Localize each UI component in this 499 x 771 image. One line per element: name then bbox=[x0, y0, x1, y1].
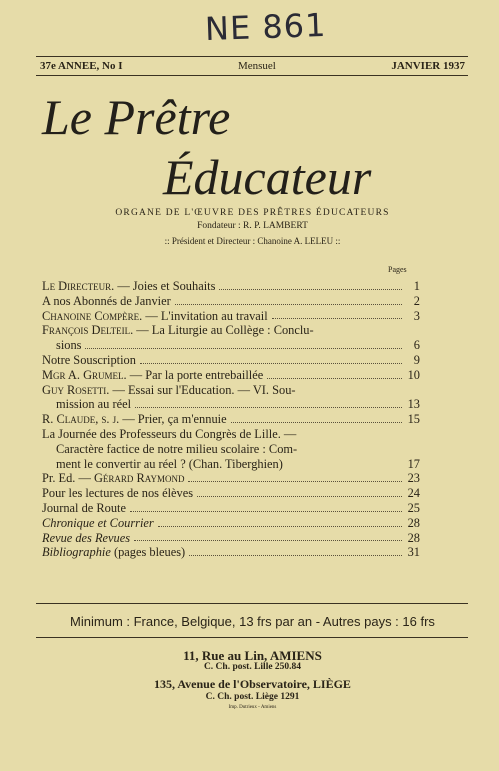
toc-entry: Mgr A. Grumel. — Par la porte entrebaillée 10 bbox=[42, 367, 420, 382]
divider-rule bbox=[36, 637, 468, 638]
toc-entry-continued: sions 6 bbox=[56, 338, 420, 353]
toc-entry: Chronique et Courrier 28 bbox=[42, 515, 420, 530]
organe-line: ORGANE DE L'ŒUVRE DES PRÊTRES ÉDUCATEURS bbox=[115, 208, 390, 218]
toc-entry: Notre Souscription 9 bbox=[42, 352, 420, 367]
journal-title-line1: Le Prêtre bbox=[42, 89, 231, 145]
printer-credit: Imp. Dutrieux - Amiens bbox=[228, 705, 277, 710]
toc-entry: Le Directeur. — Joies et Souhaits 1 bbox=[42, 279, 420, 293]
toc-entry: R. Claude, s. j. — Prier, ça m'ennuie 15 bbox=[42, 412, 420, 427]
toc-entry: Revue des Revues 28 bbox=[42, 530, 420, 545]
postal-account-lille: C. Ch. post. Lille 250.84 bbox=[203, 662, 302, 672]
journal-title-line2: Éducateur bbox=[163, 149, 372, 205]
frequency: Mensuel bbox=[237, 60, 276, 72]
director-line: :: Président et Directeur : Chanoine A. LELEU :: bbox=[164, 236, 341, 246]
issue-date: JANVIER 1937 bbox=[391, 60, 465, 72]
toc-entry-continued: Caractère factice de notre milieu scolaire : Com- bbox=[56, 441, 298, 456]
postal-account-liege: C. Ch. post. Liège 1291 bbox=[205, 692, 300, 702]
toc-entry: Pr. Ed. — Gérard Raymond 23 bbox=[42, 471, 420, 486]
pages-header: Pages bbox=[388, 265, 407, 274]
top-rule bbox=[36, 56, 468, 57]
toc-entry: La Journée des Professeurs du Congrès de Lille. — bbox=[42, 426, 297, 441]
toc-entry-continued: mission au réel 13 bbox=[56, 397, 420, 412]
masthead-rule bbox=[36, 75, 468, 76]
toc-entry: Bibliographie (pages bleues) 31 bbox=[42, 545, 420, 560]
toc-entry: Pour les lectures de nos élèves 24 bbox=[42, 486, 420, 501]
toc-entry: Chanoine Compère. — L'invitation au travail 3 bbox=[42, 308, 420, 323]
divider-rule bbox=[36, 603, 468, 604]
toc-entry: Journal de Route 25 bbox=[42, 500, 420, 515]
subscription-price: Minimum : France, Belgique, 13 frs par an - Autres pays : 16 frs bbox=[70, 614, 435, 629]
toc-entry: A nos Abonnés de Janvier 2 bbox=[42, 293, 420, 308]
address-liege: 135, Avenue de l'Observatoire, LIÈGE bbox=[154, 677, 351, 691]
toc-entry: Guy Rosetti. — Essai sur l'Education. — VI. Sou- bbox=[42, 382, 296, 397]
handwritten-reference: NE 861 bbox=[204, 5, 328, 49]
address-amiens: 11, Rue au Lin, AMIENS bbox=[183, 648, 322, 663]
toc-entry-continued: ment le convertir au réel ? (Chan. Tiberghien) 17 bbox=[56, 456, 420, 471]
toc-entry: François Delteil. — La Liturgie au Collège : Conclu- bbox=[42, 323, 314, 338]
founder-line: Fondateur : R. P. LAMBERT bbox=[197, 221, 308, 231]
issue-number: 37e ANNEE, No I bbox=[40, 60, 123, 72]
table-of-contents bbox=[42, 279, 420, 560]
masthead bbox=[40, 60, 465, 72]
